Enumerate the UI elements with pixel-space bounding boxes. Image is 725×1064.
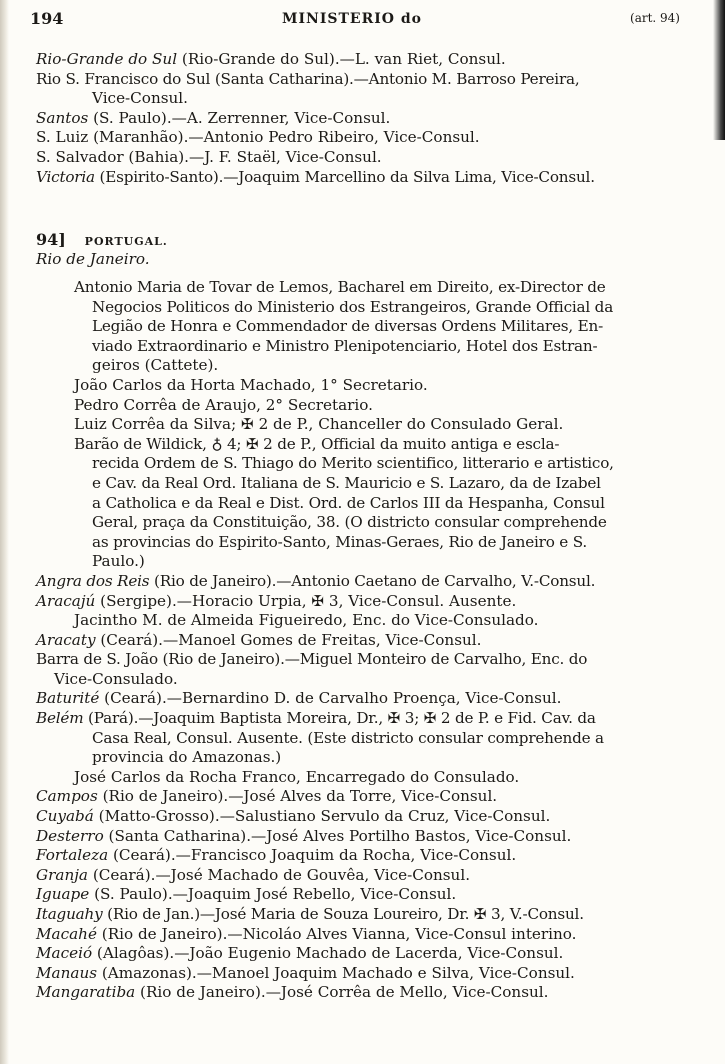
entry-line: Jacintho M. de Almeida Figueiredo, Enc. do Vice-Consulado. bbox=[74, 611, 539, 630]
page-number: 194 bbox=[30, 9, 64, 28]
entry-line: e Cav. da Real Ord. Italiana de S. Mauricio e S. Lazaro, da de Izabel bbox=[92, 473, 601, 492]
entry-line: Belém (Pará).—Joaquim Baptista Moreira, Dr., ✠ 3; ✠ 2 de P. e Fid. Cav. da bbox=[36, 709, 596, 728]
entry-line: Rio-Grande do Sul (Rio-Grande do Sul).—L. van Riet, Consul. bbox=[36, 50, 506, 68]
entry-line: Campos (Rio de Janeiro).—José Alves da Torre, Vice-Consul. bbox=[36, 787, 498, 806]
section-city: Rio de Janeiro. bbox=[36, 249, 150, 268]
running-title: MINISTERIO do bbox=[282, 11, 422, 27]
scan-right-edge bbox=[713, 0, 725, 140]
entry-line: S. Luiz (Maranhão).—Antonio Pedro Ribeiro, Vice-Consul. bbox=[36, 128, 480, 147]
entry-line: S. Salvador (Bahia).—J. F. Staël, Vice-Consul. bbox=[36, 147, 382, 166]
entry-line: Rio S. Francisco do Sul (Santa Catharina).—Antonio M. Barroso Pereira, bbox=[36, 69, 580, 88]
entry-line: viado Extraordinario e Ministro Plenipotenciario, Hotel dos Estran- bbox=[92, 336, 598, 355]
entry-line: Fortaleza (Ceará).—Francisco Joaquim da Rocha, Vice-Consul. bbox=[36, 846, 517, 865]
entry-line: geiros (Cattete). bbox=[92, 356, 219, 375]
entry-line: Barão de Wildick, ♁ 4; ✠ 2 de P., Official da muito antiga e escla- bbox=[74, 434, 560, 453]
entry-line: Barra de S. João (Rio de Janeiro).—Miguel Monteiro de Carvalho, Enc. do bbox=[36, 650, 588, 669]
entry-line: Aracaty (Ceará).—Manoel Gomes de Freitas, Vice-Consul. bbox=[36, 630, 482, 649]
entry-line: Iguape (S. Paulo).—Joaquim José Rebello, Vice-Consul. bbox=[36, 885, 457, 904]
entry-line: Cuyabá (Matto-Grosso).—Salustiano Servulo da Cruz, Vice-Consul. bbox=[36, 807, 551, 826]
entry-line: Desterro (Santa Catharina).—José Alves Portilho Bastos, Vice-Consul. bbox=[36, 826, 572, 845]
scan-left-edge bbox=[0, 0, 9, 1064]
entry-line: a Catholica e da Real e Dist. Ord. de Carlos III da Hespanha, Consul bbox=[92, 493, 605, 512]
entry-line: Angra dos Reis (Rio de Janeiro).—Antonio Caetano de Carvalho, V.-Consul. bbox=[36, 571, 596, 590]
entry-line: provincia do Amazonas.) bbox=[92, 748, 282, 767]
section-number: 94] bbox=[36, 230, 66, 249]
portugal-consulates-list bbox=[36, 278, 614, 1003]
entry-line: Antonio Maria de Tovar de Lemos, Bacharel em Direito, ex-Director de bbox=[74, 278, 606, 296]
entry-line: Mangaratiba (Rio de Janeiro).—José Corrêa de Mello, Vice-Consul. bbox=[36, 983, 549, 1002]
entry-line: José Carlos da Rocha Franco, Encarregado do Consulado. bbox=[74, 767, 520, 786]
entry-line: Legião de Honra e Commendador de diversas Ordens Militares, En- bbox=[92, 317, 604, 336]
entry-line: Maceió (Alagôas).—João Eugenio Machado de Lacerda, Vice-Consul. bbox=[36, 944, 564, 963]
entry-line: Itaguahy (Rio de Jan.)—José Maria de Souza Loureiro, Dr. ✠ 3, V.-Consul. bbox=[36, 905, 584, 923]
entry-line: Granja (Ceará).—José Machado de Gouvêa, Vice-Consul. bbox=[36, 865, 471, 884]
entry-line: Geral, praça da Constituição, 38. (O districto consular comprehende bbox=[92, 513, 607, 532]
entry-line: Santos (S. Paulo).—A. Zerrenner, Vice-Consul. bbox=[36, 108, 391, 127]
entry-line: as provincias do Espirito-Santo, Minas-Geraes, Rio de Janeiro e S. bbox=[92, 532, 588, 551]
entry-line: Luiz Corrêa da Silva; ✠ 2 de P., Chanceller do Consulado Geral. bbox=[74, 415, 564, 434]
entry-line: Manaus (Amazonas).—Manoel Joaquim Machado e Silva, Vice-Consul. bbox=[36, 963, 575, 982]
entry-line: recida Ordem de S. Thiago do Merito scientifico, litterario e artistico, bbox=[92, 454, 614, 473]
entry-line: Aracajú (Sergipe).—Horacio Urpia, ✠ 3, Vice-Consul. Ausente. bbox=[36, 591, 517, 610]
section-heading bbox=[36, 230, 168, 269]
entry-line: João Carlos da Horta Machado, 1° Secretario. bbox=[74, 375, 428, 394]
page-header bbox=[30, 6, 710, 32]
entry-line: Victoria (Espirito-Santo).—Joaquim Marcellino da Silva Lima, Vice-Consul. bbox=[36, 167, 595, 186]
entry-line: Macahé (Rio de Janeiro).—Nicoláo Alves Vianna, Vice-Consul interino. bbox=[36, 924, 577, 943]
entry-line: Vice-Consul. bbox=[92, 89, 188, 108]
entry-line: Negocios Politicos do Ministerio dos Estrangeiros, Grande Official da bbox=[92, 297, 614, 316]
entry-line: Pedro Corrêa de Araujo, 2° Secretario. bbox=[74, 395, 373, 414]
entry-line: Vice-Consulado. bbox=[54, 669, 178, 688]
consulates-list-continued bbox=[36, 50, 595, 187]
entry-line: Baturité (Ceará).—Bernardino D. de Carvalho Proença, Vice-Consul. bbox=[36, 689, 562, 708]
article-reference: (art. 94) bbox=[630, 11, 680, 25]
entry-line: Paulo.) bbox=[92, 552, 145, 571]
section-title: PORTUGAL. bbox=[84, 235, 168, 248]
entry-line: Casa Real, Consul. Ausente. (Este districto consular comprehende a bbox=[92, 728, 604, 747]
